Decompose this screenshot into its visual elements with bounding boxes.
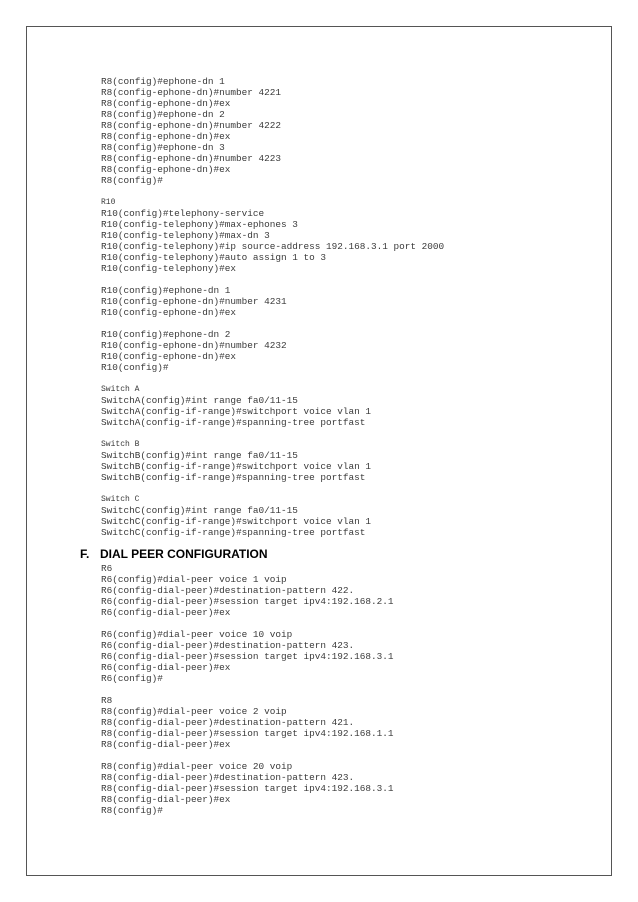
code-line: R8(config-dial-peer)#destination-pattern 423.: [101, 772, 355, 783]
code-line: R8(config)#ephone-dn 2: [101, 109, 225, 120]
code-line: SwitchA(config)#int range fa0/11-15: [101, 395, 298, 406]
code-line: SwitchA(config-if-range)#switchport voice vlan 1: [101, 406, 372, 417]
code-line: SwitchB(config-if-range)#switchport voice vlan 1: [101, 461, 372, 472]
code-line: R10(config-ephone-dn)#ex: [101, 351, 237, 362]
code-line: R8(config-ephone-dn)#ex: [101, 164, 231, 175]
code-line: R10(config)#ephone-dn 1: [101, 285, 231, 296]
code-line: R6(config-dial-peer)#session target ipv4:192.168.2.1: [101, 596, 394, 607]
code-line: R10(config-telephony)#auto assign 1 to 3: [101, 252, 327, 263]
block-label: R10: [101, 198, 116, 207]
code-line: R8(config-ephone-dn)#ex: [101, 98, 231, 109]
section-letter: F.: [80, 547, 90, 561]
code-line: SwitchB(config-if-range)#spanning-tree portfast: [101, 472, 366, 483]
code-line: R10(config)#ephone-dn 2: [101, 329, 231, 340]
code-line: R8(config)#dial-peer voice 2 voip: [101, 706, 287, 717]
code-line: R8(config-ephone-dn)#ex: [101, 131, 231, 142]
code-line: R10(config-ephone-dn)#number 4232: [101, 340, 287, 351]
block-label: Switch C: [101, 495, 140, 504]
code-line: R6: [101, 563, 113, 574]
code-line: R8(config)#ephone-dn 1: [101, 76, 225, 87]
code-line: R10(config-telephony)#max-dn 3: [101, 230, 270, 241]
code-line: R8(config)#: [101, 175, 163, 186]
code-line: SwitchC(config-if-range)#spanning-tree portfast: [101, 527, 366, 538]
code-line: SwitchA(config-if-range)#spanning-tree portfast: [101, 417, 366, 428]
code-line: R10(config-telephony)#ex: [101, 263, 237, 274]
block-label: Switch A: [101, 385, 140, 394]
code-line: R6(config-dial-peer)#ex: [101, 662, 231, 673]
code-line: R10(config-ephone-dn)#ex: [101, 307, 237, 318]
code-line: R8(config)#: [101, 805, 163, 816]
code-line: R10(config)#telephony-service: [101, 208, 265, 219]
code-line: R6(config-dial-peer)#session target ipv4:192.168.3.1: [101, 651, 394, 662]
code-line: R10(config-telephony)#max-ephones 3: [101, 219, 298, 230]
code-line: R8(config)#ephone-dn 3: [101, 142, 225, 153]
code-line: R8(config-dial-peer)#session target ipv4:192.168.1.1: [101, 728, 394, 739]
code-line: R6(config-dial-peer)#destination-pattern 423.: [101, 640, 355, 651]
code-line: R8(config-dial-peer)#destination-pattern 421.: [101, 717, 355, 728]
code-line: R8(config-dial-peer)#ex: [101, 739, 231, 750]
code-line: R6(config-dial-peer)#destination-pattern 422.: [101, 585, 355, 596]
code-line: SwitchC(config-if-range)#switchport voice vlan 1: [101, 516, 372, 527]
code-line: R8(config-dial-peer)#ex: [101, 794, 231, 805]
code-line: SwitchB(config)#int range fa0/11-15: [101, 450, 298, 461]
code-line: R10(config)#: [101, 362, 169, 373]
code-line: R6(config)#dial-peer voice 10 voip: [101, 629, 293, 640]
code-line: R8(config-ephone-dn)#number 4221: [101, 87, 282, 98]
code-line: R8(config-ephone-dn)#number 4223: [101, 153, 282, 164]
code-line: R8: [101, 695, 113, 706]
code-line: R6(config)#: [101, 673, 163, 684]
code-line: R6(config)#dial-peer voice 1 voip: [101, 574, 287, 585]
code-line: R8(config-ephone-dn)#number 4222: [101, 120, 282, 131]
code-line: R8(config)#dial-peer voice 20 voip: [101, 761, 293, 772]
code-line: SwitchC(config)#int range fa0/11-15: [101, 505, 298, 516]
section-heading: [80, 546, 268, 562]
section-title: DIAL PEER CONFIGURATION: [100, 547, 268, 561]
code-line: R10(config-telephony)#ip source-address 192.168.3.1 port 2000: [101, 241, 445, 252]
code-line: R6(config-dial-peer)#ex: [101, 607, 231, 618]
code-line: R8(config-dial-peer)#session target ipv4:192.168.3.1: [101, 783, 394, 794]
code-line: R10(config-ephone-dn)#number 4231: [101, 296, 287, 307]
block-label: Switch B: [101, 440, 140, 449]
